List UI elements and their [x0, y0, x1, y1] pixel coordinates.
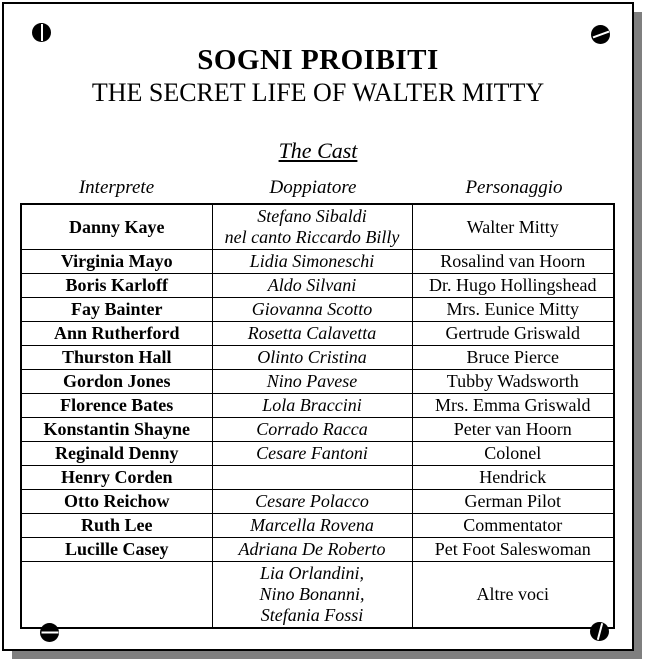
cell-personaggio: Mrs. Emma Griswald	[412, 394, 614, 418]
cast-table	[20, 203, 615, 629]
cell-personaggio: Tubby Wadsworth	[412, 370, 614, 394]
cell-personaggio: Altre voci	[412, 562, 614, 629]
cell-personaggio: Pet Foot Saleswoman	[412, 538, 614, 562]
table-row	[21, 514, 614, 538]
screw-slot	[592, 31, 609, 39]
screw-icon-top-right	[591, 25, 610, 44]
cell-personaggio: Commentator	[412, 514, 614, 538]
page-title: SOGNI PROIBITI	[197, 44, 439, 76]
table-row	[21, 538, 614, 562]
table-row	[21, 466, 614, 490]
cell-doppiatore: Rosetta Calavetta	[212, 322, 412, 346]
screw-slot	[596, 623, 602, 640]
cell-doppiatore: Nino Pavese	[212, 370, 412, 394]
table-row	[21, 394, 614, 418]
cell-interprete: Boris Karloff	[21, 274, 212, 298]
credits-plaque	[2, 2, 634, 651]
cell-interprete: Ann Rutherford	[21, 322, 212, 346]
cell-personaggio: Walter Mitty	[412, 204, 614, 250]
cell-doppiatore: Lia Orlandini, Nino Bonanni, Stefania Fossi	[212, 562, 412, 629]
cell-interprete: Danny Kaye	[21, 204, 212, 250]
cell-personaggio: German Pilot	[412, 490, 614, 514]
cell-doppiatore: Adriana De Roberto	[212, 538, 412, 562]
cell-doppiatore: Cesare Fantoni	[212, 442, 412, 466]
cell-doppiatore: Giovanna Scotto	[212, 298, 412, 322]
table-row	[21, 490, 614, 514]
cell-personaggio: Dr. Hugo Hollingshead	[412, 274, 614, 298]
cell-interprete: Otto Reichow	[21, 490, 212, 514]
column-header-personaggio: Personaggio	[465, 177, 563, 198]
cell-doppiatore	[212, 466, 412, 490]
cell-doppiatore: Cesare Polacco	[212, 490, 412, 514]
screw-icon-bottom-right	[590, 622, 609, 641]
cell-doppiatore: Marcella Rovena	[212, 514, 412, 538]
table-row	[21, 298, 614, 322]
cell-interprete: Florence Bates	[21, 394, 212, 418]
cell-interprete: Henry Corden	[21, 466, 212, 490]
cell-personaggio: Gertrude Griswald	[412, 322, 614, 346]
cell-interprete: Lucille Casey	[21, 538, 212, 562]
cell-personaggio: Peter van Hoorn	[412, 418, 614, 442]
table-row	[21, 204, 614, 250]
cell-interprete: Thurston Hall	[21, 346, 212, 370]
cell-interprete: Konstantin Shayne	[21, 418, 212, 442]
page-subtitle: THE SECRET LIFE OF WALTER MITTY	[91, 78, 545, 107]
cell-interprete: Reginald Denny	[21, 442, 212, 466]
cell-doppiatore: Corrado Racca	[212, 418, 412, 442]
cell-personaggio: Bruce Pierce	[412, 346, 614, 370]
column-header-interprete: Interprete	[78, 177, 155, 198]
table-row	[21, 346, 614, 370]
cell-personaggio: Rosalind van Hoorn	[412, 250, 614, 274]
screw-slot	[41, 632, 58, 634]
cell-personaggio: Mrs. Eunice Mitty	[412, 298, 614, 322]
cell-doppiatore: Stefano Sibaldi nel canto Riccardo Billy	[212, 204, 412, 250]
cell-interprete: Fay Bainter	[21, 298, 212, 322]
cell-interprete	[21, 562, 212, 629]
cell-interprete: Ruth Lee	[21, 514, 212, 538]
cell-doppiatore: Lola Braccini	[212, 394, 412, 418]
table-row	[21, 322, 614, 346]
cast-table-body	[21, 204, 614, 628]
table-row	[21, 274, 614, 298]
table-row	[21, 562, 614, 629]
screw-slot	[41, 24, 43, 41]
column-header-doppiatore: Doppiatore	[269, 177, 357, 198]
cell-doppiatore: Lidia Simoneschi	[212, 250, 412, 274]
table-row	[21, 370, 614, 394]
cell-doppiatore: Olinto Cristina	[212, 346, 412, 370]
table-row	[21, 250, 614, 274]
section-title-the-cast: The Cast	[278, 138, 358, 163]
screw-icon-top-left	[32, 23, 51, 42]
cell-personaggio: Colonel	[412, 442, 614, 466]
cell-interprete: Virginia Mayo	[21, 250, 212, 274]
cell-personaggio: Hendrick	[412, 466, 614, 490]
table-row	[21, 418, 614, 442]
table-column-headers	[20, 177, 615, 199]
table-row	[21, 442, 614, 466]
cell-interprete: Gordon Jones	[21, 370, 212, 394]
cell-doppiatore: Aldo Silvani	[212, 274, 412, 298]
screw-icon-bottom-left	[40, 623, 59, 642]
